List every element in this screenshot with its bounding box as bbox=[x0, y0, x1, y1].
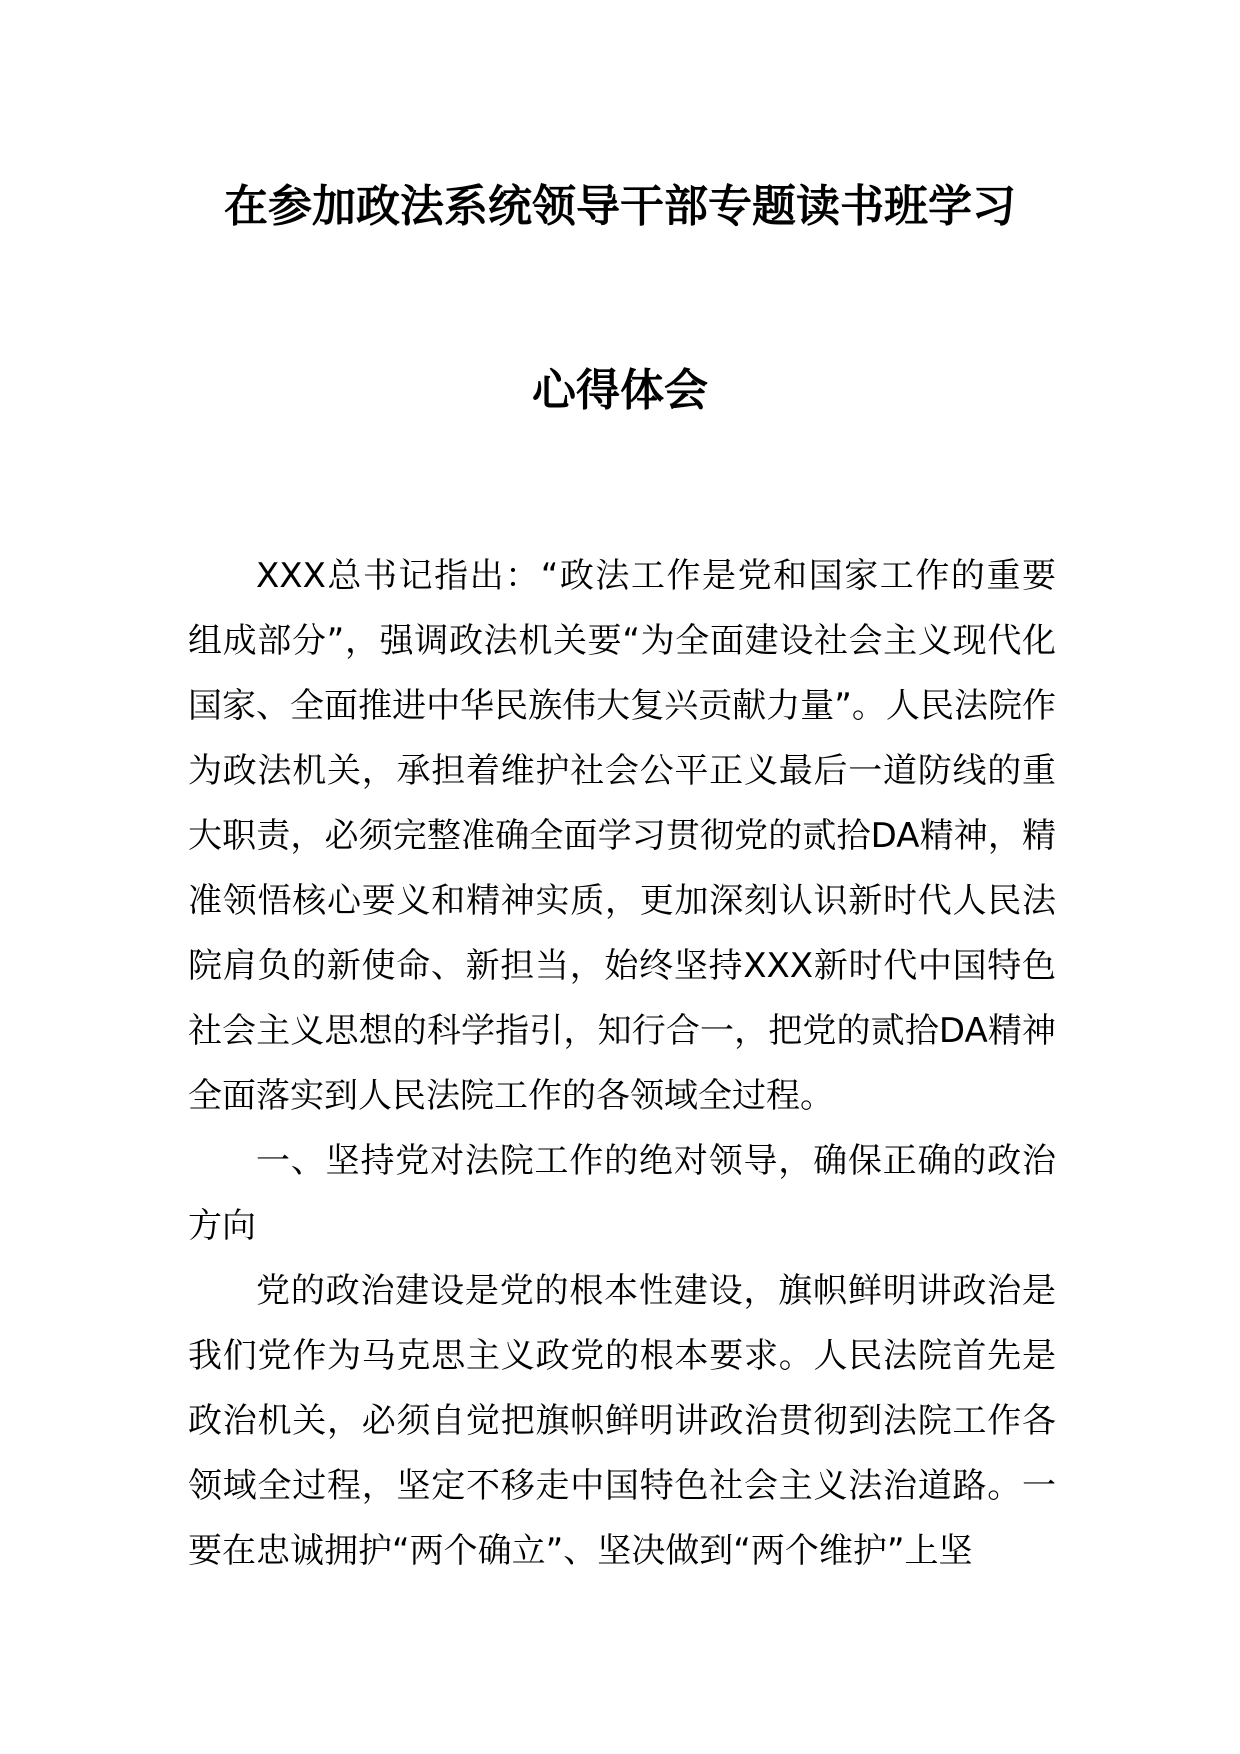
document-body bbox=[188, 544, 1056, 1584]
paragraph-section-1: 党的政治建设是党的根本性建设，旗帜鲜明讲政治是我们党作为马克思主义政党的根本要求。人民法院首先是政治机关，必须自觉把旗帜鲜明讲政治贯彻到法院工作各领域全过程，坚定不移走中国特色社会主义法治道路。一要在忠诚拥护“两个确立”、坚决做到“两个维护”上坚 bbox=[188, 1271, 1056, 1571]
section-heading-1: 一、坚持党对法院工作的绝对领导，确保正确的政治方向 bbox=[188, 1141, 1056, 1246]
paragraph-intro: XXX总书记指出：“政法工作是党和国家工作的重要组成部分”，强调政法机关要“为全面建设社会主义现代化国家、全面推进中华民族伟大复兴贡献力量”。人民法院作为政法机关，承担着维护社会公平正义最后一道防线的重大职责，必须完整准确全面学习贯彻党的贰拾DA精神，精准领悟核心要义和精神实质，更加深刻认识新时代人民法院肩负的新使命、新担当，始终坚持XXX新时代中国特色社会主义思想的科学指引，知行合一，把党的贰拾DA精神全面落实到人民法院工作的各领域全过程。 bbox=[188, 556, 1056, 1116]
document-title-line-2: 心得体会 bbox=[532, 365, 708, 416]
document-title-line-1: 在参加政法系统领导干部专题读书班学习 bbox=[224, 181, 1016, 232]
